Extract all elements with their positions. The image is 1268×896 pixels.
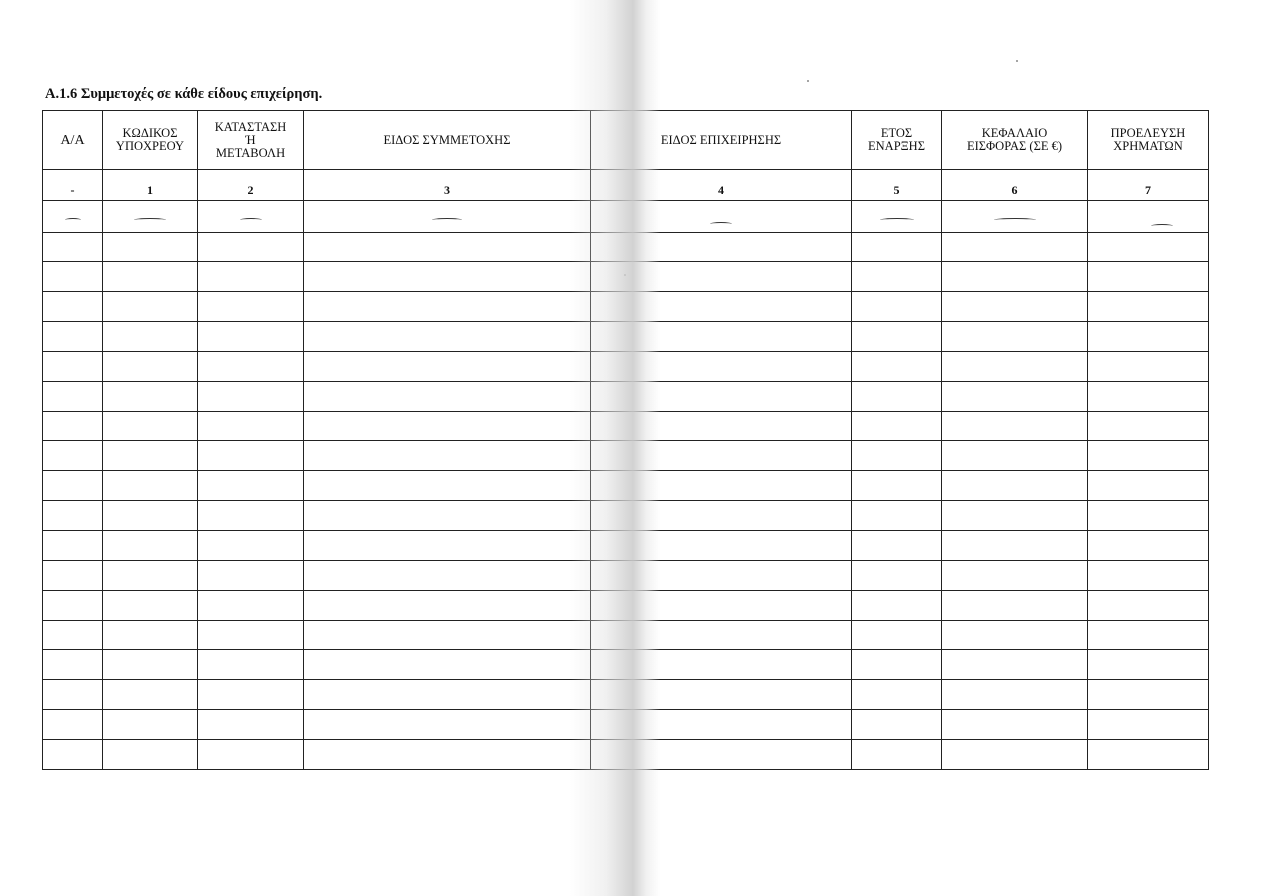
blank-cell: [591, 232, 852, 262]
participations-table: [42, 110, 1209, 770]
blank-cell: [103, 560, 198, 590]
blank-cell: [103, 680, 198, 710]
header-aa: Α/Α: [43, 111, 103, 170]
blank-cell: [103, 739, 198, 769]
blank-row: [43, 441, 1209, 471]
col-number: 6: [942, 170, 1088, 201]
blank-cell: [43, 232, 103, 262]
blank-cell: [43, 560, 103, 590]
blank-row: [43, 381, 1209, 411]
blank-cell: [43, 590, 103, 620]
blank-cell: [852, 441, 942, 471]
handwritten-dash-cell: [198, 201, 304, 232]
handwritten-dash: [65, 218, 81, 222]
blank-cell: [1088, 232, 1209, 262]
blank-cell: [942, 501, 1088, 531]
blank-cell: [942, 739, 1088, 769]
blank-cell: [103, 530, 198, 560]
blank-cell: [43, 411, 103, 441]
blank-cell: [942, 710, 1088, 740]
handwritten-dash-cell: [43, 201, 103, 232]
blank-cell: [1088, 411, 1209, 441]
column-number-row: [43, 170, 1209, 201]
blank-cell: [591, 590, 852, 620]
blank-cell: [304, 262, 591, 292]
blank-cell: [103, 471, 198, 501]
blank-cell: [43, 650, 103, 680]
blank-cell: [591, 530, 852, 560]
blank-cell: [591, 620, 852, 650]
blank-cell: [852, 322, 942, 352]
blank-cell: [852, 411, 942, 441]
blank-cell: [591, 322, 852, 352]
header-status-change: ΚΑΤΑΣΤΑΣΗ Ή ΜΕΤΑΒΟΛΗ: [198, 111, 304, 170]
blank-cell: [304, 590, 591, 620]
handwritten-dash: [432, 218, 462, 222]
blank-cell: [1088, 650, 1209, 680]
blank-cell: [1088, 441, 1209, 471]
blank-cell: [304, 650, 591, 680]
blank-cell: [43, 322, 103, 352]
col-number: 5: [852, 170, 942, 201]
header-start-year: ΕΤΟΣ ΕΝΑΡΞΗΣ: [852, 111, 942, 170]
blank-cell: [591, 560, 852, 590]
blank-row: [43, 351, 1209, 381]
blank-cell: [852, 262, 942, 292]
blank-cell: [942, 322, 1088, 352]
handwritten-dash-cell: [304, 201, 591, 232]
header-participation-type: ΕΙΔΟΣ ΣΥΜΜΕΤΟΧΗΣ: [304, 111, 591, 170]
blank-cell: [198, 351, 304, 381]
blank-row: [43, 680, 1209, 710]
blank-cell: [43, 262, 103, 292]
blank-row: [43, 560, 1209, 590]
blank-row: [43, 501, 1209, 531]
blank-row: [43, 710, 1209, 740]
blank-cell: [103, 590, 198, 620]
handwritten-dash-cell: [1088, 201, 1209, 232]
col-number: 2: [198, 170, 304, 201]
blank-cell: [43, 381, 103, 411]
blank-cell: [198, 501, 304, 531]
handwritten-dash: [240, 218, 262, 222]
blank-cell: [852, 560, 942, 590]
blank-cell: [43, 620, 103, 650]
header-business-type: ΕΙΔΟΣ ΕΠΙΧΕΙΡΗΣΗΣ: [591, 111, 852, 170]
blank-row: [43, 590, 1209, 620]
blank-cell: [198, 232, 304, 262]
blank-cell: [852, 710, 942, 740]
blank-cell: [942, 530, 1088, 560]
blank-cell: [942, 232, 1088, 262]
blank-cell: [1088, 501, 1209, 531]
blank-cell: [1088, 739, 1209, 769]
blank-cell: [852, 680, 942, 710]
blank-cell: [1088, 262, 1209, 292]
handwritten-dash-cell: [103, 201, 198, 232]
blank-row: [43, 322, 1209, 352]
blank-cell: [304, 710, 591, 740]
blank-cell: [942, 680, 1088, 710]
blank-cell: [942, 560, 1088, 590]
blank-cell: [304, 351, 591, 381]
blank-cell: [942, 650, 1088, 680]
blank-cell: [591, 292, 852, 322]
blank-cell: [852, 232, 942, 262]
col-number: 1: [103, 170, 198, 201]
blank-cell: [304, 292, 591, 322]
blank-cell: [198, 710, 304, 740]
blank-cell: [852, 590, 942, 620]
blank-row: [43, 530, 1209, 560]
col-number: 3: [304, 170, 591, 201]
blank-cell: [43, 292, 103, 322]
blank-cell: [43, 501, 103, 531]
blank-cell: [1088, 381, 1209, 411]
blank-cell: [1088, 471, 1209, 501]
blank-cell: [852, 501, 942, 531]
blank-cell: [304, 680, 591, 710]
blank-cell: [942, 590, 1088, 620]
blank-cell: [852, 471, 942, 501]
blank-cell: [103, 441, 198, 471]
blank-cell: [591, 471, 852, 501]
section-title: A.1.6 Συμμετοχές σε κάθε είδους επιχείρηση.: [45, 86, 323, 102]
blank-cell: [43, 739, 103, 769]
blank-cell: [43, 441, 103, 471]
blank-cell: [942, 471, 1088, 501]
handwritten-dash: [710, 222, 732, 226]
blank-cell: [198, 322, 304, 352]
blank-cell: [942, 411, 1088, 441]
handwritten-dash: [134, 218, 166, 222]
blank-cell: [591, 381, 852, 411]
blank-cell: [942, 441, 1088, 471]
blank-cell: [1088, 530, 1209, 560]
blank-cell: [43, 710, 103, 740]
blank-cell: [198, 381, 304, 411]
header-row: [43, 111, 1209, 170]
blank-cell: [304, 322, 591, 352]
blank-row: [43, 262, 1209, 292]
blank-cell: [43, 680, 103, 710]
blank-cell: [304, 441, 591, 471]
blank-cell: [591, 411, 852, 441]
blank-row: [43, 739, 1209, 769]
blank-cell: [103, 650, 198, 680]
blank-cell: [103, 411, 198, 441]
blank-cell: [1088, 292, 1209, 322]
blank-cell: [198, 530, 304, 560]
blank-cell: [591, 650, 852, 680]
blank-cell: [103, 351, 198, 381]
blank-cell: [591, 351, 852, 381]
blank-cell: [1088, 710, 1209, 740]
blank-row: [43, 650, 1209, 680]
handwritten-dash-cell: [852, 201, 942, 232]
blank-cell: [304, 620, 591, 650]
blank-cell: [1088, 351, 1209, 381]
blank-cell: [591, 680, 852, 710]
handwritten-dash-row: [43, 201, 1209, 232]
blank-cell: [942, 381, 1088, 411]
blank-cell: [198, 620, 304, 650]
handwritten-dash: [1151, 224, 1173, 228]
blank-cell: [852, 351, 942, 381]
blank-cell: [591, 710, 852, 740]
blank-cell: [304, 381, 591, 411]
blank-cell: [198, 411, 304, 441]
blank-cell: [198, 292, 304, 322]
header-capital: ΚΕΦΑΛΑΙΟ ΕΙΣΦΟΡΑΣ (ΣΕ €): [942, 111, 1088, 170]
blank-cell: [852, 530, 942, 560]
blank-cell: [198, 590, 304, 620]
blank-cell: [942, 620, 1088, 650]
blank-cell: [852, 620, 942, 650]
blank-cell: [103, 322, 198, 352]
blank-cell: [103, 262, 198, 292]
blank-cell: [304, 739, 591, 769]
handwritten-dash: [880, 218, 914, 222]
blank-cell: [1088, 322, 1209, 352]
blank-cell: [852, 650, 942, 680]
blank-cell: [304, 530, 591, 560]
blank-cell: [43, 351, 103, 381]
blank-cell: [1088, 680, 1209, 710]
blank-cell: [43, 471, 103, 501]
blank-cell: [43, 530, 103, 560]
handwritten-dash: [994, 218, 1036, 222]
header-obligor-code: ΚΩΔΙΚΟΣ ΥΠΟΧΡΕΟΥ: [103, 111, 198, 170]
col-number: 7: [1088, 170, 1209, 201]
col-number: -: [43, 170, 103, 201]
blank-cell: [591, 441, 852, 471]
blank-cell: [304, 411, 591, 441]
blank-cell: [591, 262, 852, 292]
blank-cell: [852, 292, 942, 322]
blank-row: [43, 292, 1209, 322]
blank-cell: [103, 292, 198, 322]
blank-cell: [198, 650, 304, 680]
blank-cell: [198, 739, 304, 769]
blank-cell: [1088, 620, 1209, 650]
blank-cell: [304, 501, 591, 531]
blank-cell: [103, 620, 198, 650]
handwritten-dash-cell: [942, 201, 1088, 232]
blank-cell: [198, 262, 304, 292]
blank-cell: [942, 262, 1088, 292]
blank-cell: [852, 381, 942, 411]
blank-cell: [198, 471, 304, 501]
blank-cell: [942, 292, 1088, 322]
blank-cell: [852, 739, 942, 769]
blank-cell: [1088, 560, 1209, 590]
blank-row: [43, 232, 1209, 262]
blank-cell: [1088, 590, 1209, 620]
blank-cell: [942, 351, 1088, 381]
col-number: 4: [591, 170, 852, 201]
blank-cell: [103, 710, 198, 740]
header-money-source: ΠΡΟΕΛΕΥΣΗ ΧΡΗΜΑΤΩΝ: [1088, 111, 1209, 170]
blank-cell: [591, 501, 852, 531]
scan-speck: [1016, 60, 1018, 62]
blank-cell: [304, 560, 591, 590]
blank-cell: [103, 501, 198, 531]
blank-cell: [198, 680, 304, 710]
handwritten-dash-cell: [591, 201, 852, 232]
blank-cell: [304, 232, 591, 262]
blank-cell: [591, 739, 852, 769]
blank-row: [43, 620, 1209, 650]
blank-row: [43, 471, 1209, 501]
blank-cell: [198, 441, 304, 471]
blank-cell: [103, 232, 198, 262]
blank-row: [43, 411, 1209, 441]
scan-speck: [807, 80, 809, 82]
blank-cell: [304, 471, 591, 501]
blank-cell: [198, 560, 304, 590]
blank-cell: [103, 381, 198, 411]
